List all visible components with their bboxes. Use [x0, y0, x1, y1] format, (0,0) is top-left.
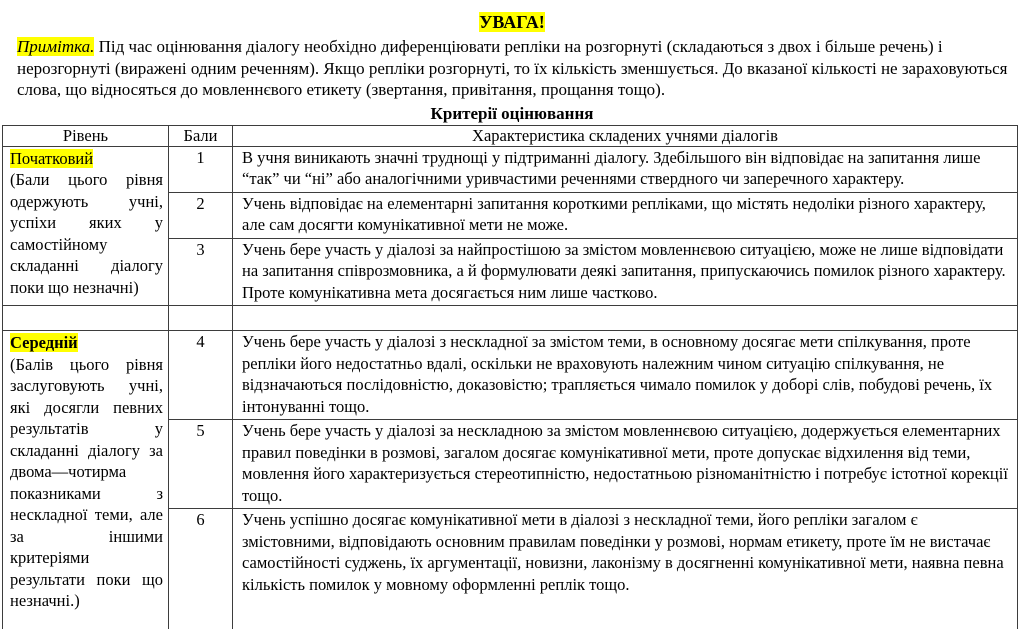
score-cell: 4 [169, 331, 233, 420]
table-row [3, 331, 1018, 420]
attention-text: УВАГА! [479, 12, 545, 32]
attention-banner [0, 12, 1024, 33]
score-cell: 5 [169, 420, 233, 509]
table-title: Критерії оцінювання [430, 103, 594, 123]
note-text: Під час оцінювання діалогу необхідно диференціювати репліки на розгорнуті (складаються з двох і більше речень) і нерозгорнуті (виражені одним реченням). Якщо репліки розгорнуті, то їх кількість зменшується. До вказаної кількості не зараховуються слова, що відносяться до мовленнєвого етикету (звертання, привітання, прощання тощо). [17, 37, 1008, 99]
level-cell-serednii [3, 331, 169, 629]
score-cell: 1 [169, 146, 233, 192]
level-name: Середній [10, 333, 78, 352]
characteristic-cell: Учень бере участь у діалозі за найпростішою за змістом мовленнєвою ситуацією, може не лише відповідати на запитання співрозмовника, а й формулювати деякі запитання, припускаючись помилок різного характеру. Проте комунікативна мета досягається ним лише частково. [233, 238, 1018, 306]
note-label: Примітка. [17, 37, 95, 56]
table-row [3, 146, 1018, 192]
score-cell: 3 [169, 238, 233, 306]
column-header-score: Бали [169, 125, 233, 146]
column-header-characteristic: Характеристика складених учнями діалогів [233, 125, 1018, 146]
characteristic-cell: В учня виникають значні труднощі у підтриманні діалогу. Здебільшого він відповідає на запитання лише “так” чи “ні” або аналогічними уривчастими реченнями ствердного чи заперечного характеру. [233, 146, 1018, 192]
criteria-table [2, 125, 1018, 629]
table-header-row [3, 125, 1018, 146]
characteristic-cell: Учень успішно досягає комунікативної мети в діалозі з нескладної теми, його репліки загалом є змістовними, відповідають основним правилам поведінки у розмові, нормам етикету, проте їм не вистачає самостійності суджень, їх аргументації, новизни, лаконізму в досягненні комунікативної мети, наявна певна кількість помилок у мовному оформленні реплік тощо. [233, 509, 1018, 629]
level-cell-pochatkovyi [3, 146, 169, 306]
characteristic-cell: Учень відповідає на елементарні запитання короткими репліками, що містять недоліки різного характеру, але сам досягти комунікативної мети не може. [233, 192, 1018, 238]
separator-row [3, 306, 1018, 331]
characteristic-cell: Учень бере участь у діалозі з нескладної за змістом теми, в основному досягає мети спілкування, проте репліки його недостатньо вдалі, оскільки не враховують належним чином ситуацію спілкування, не відзначаються послідовністю, доказовістю; трапляється чимало помилок у доборі слів, побудові речень, їх інтонуванні тощо. [233, 331, 1018, 420]
score-cell: 2 [169, 192, 233, 238]
level-name: Початковий [10, 148, 94, 168]
level-description: (Бали цього рівня одержують учні, успіхи яких у самостійному складанні діалогу поки що незначні) [10, 170, 163, 297]
separator-cell [169, 306, 233, 331]
note-paragraph [17, 36, 1010, 101]
separator-cell [3, 306, 169, 331]
characteristic-cell: Учень бере участь у діалозі за нескладною за змістом мовленнєвою ситуацією, додержується елементарних правил поведінки в розмові, загалом досягає комунікативної мети, проте допускає відхилення від теми, мовлення його характеризується стереотипністю, недостатньою різноманітністю і потребує істотної корекції тощо. [233, 420, 1018, 509]
score-cell: 6 [169, 509, 233, 629]
column-header-level: Рівень [3, 125, 169, 146]
separator-cell [233, 306, 1018, 331]
level-description: (Балів цього рівня заслуговують учні, які досягли певних результатів у складанні діалогу за двома—чотирма показниками з нескладної теми, але за іншими критеріями результати поки що незначні.) [10, 354, 163, 610]
